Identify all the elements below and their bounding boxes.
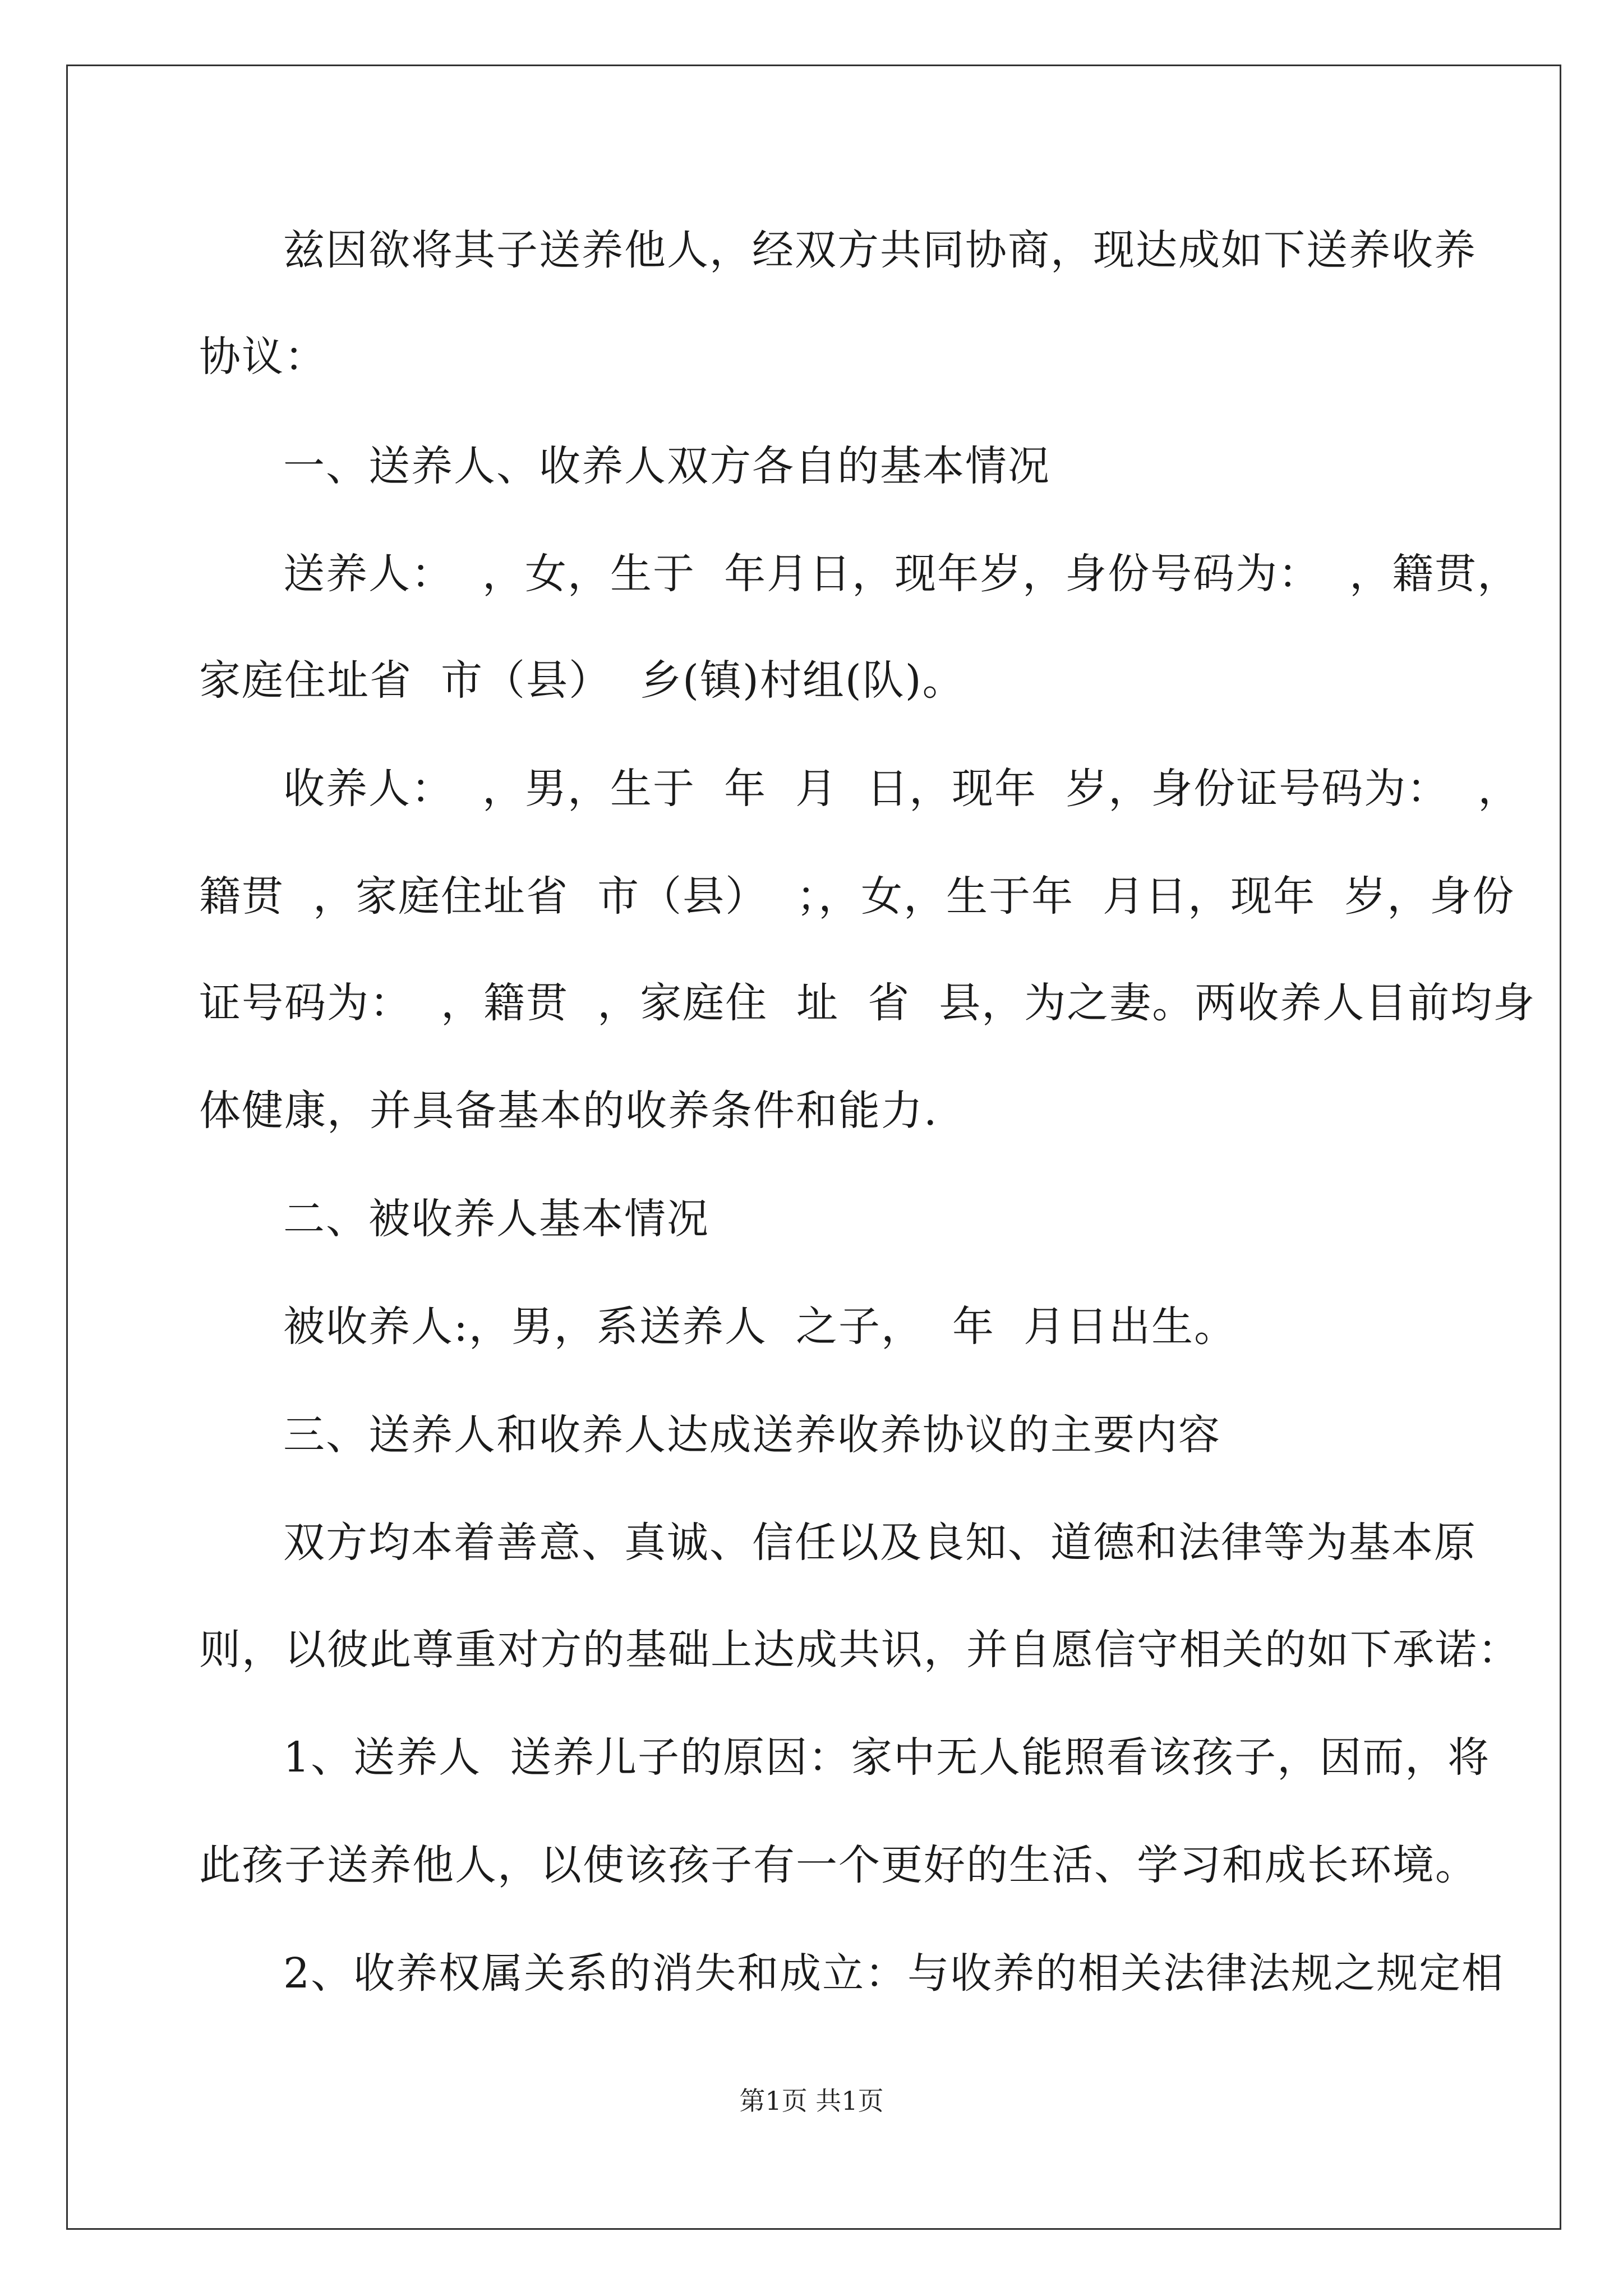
paragraph-line: 协议： <box>199 333 327 381</box>
paragraph-line: 2、收养权属关系的消失和成立：与收养的相关法律法规之规定相 <box>283 1949 1505 1998</box>
paragraph-line: 被收养人:，男，系送养人 之子， 年 月日出生。 <box>283 1303 1237 1351</box>
paragraph-line: 兹因欲将其子送养他人，经双方共同协商，现达成如下送养收养 <box>283 226 1477 274</box>
page-frame <box>66 65 1561 2230</box>
section-heading: 二、被收养人基本情况 <box>283 1195 709 1243</box>
paragraph-line: 则，以彼此尊重对方的基础上达成共识，并自愿信守相关的如下承诺： <box>199 1626 1520 1674</box>
paragraph-line: 双方均本着善意、真诚、信任以及良知、道德和法律等为基本原 <box>283 1519 1477 1567</box>
paragraph-line: 此孩子送养他人，以使该孩子有一个更好的生活、学习和成长环境。 <box>199 1841 1478 1889</box>
paragraph-line: 籍贯 ，家庭住址省 市（县） ；，女，生于年 月日，现年 岁，身份 <box>199 872 1515 921</box>
page-number-footer: 第1页 共1页 <box>739 2086 884 2116</box>
paragraph-line: 家庭住址省 市（县） 乡(镇)村组(队)。 <box>199 656 965 705</box>
paragraph-line: 体健康，并具备基本的收养条件和能力. <box>199 1087 938 1135</box>
section-heading: 一、送养人、收养人双方各自的基本情况 <box>283 442 1050 490</box>
paragraph-line: 1、送养人 送养儿子的原因：家中无人能照看该孩子，因而，将 <box>283 1733 1491 1782</box>
paragraph-line: 收养人： ，男，生于 年 月 日，现年 岁，身份证号码为： ， <box>283 765 1521 813</box>
paragraph-line: 证号码为： ，籍贯 ，家庭住 址 省 县，为之妻。两收养人目前均身 <box>199 979 1536 1027</box>
paragraph-line: 送养人： ，女，生于 年月日，现年岁，身份号码为： ，籍贯， <box>283 550 1520 598</box>
section-heading: 三、送养人和收养人达成送养收养协议的主要内容 <box>283 1411 1221 1459</box>
